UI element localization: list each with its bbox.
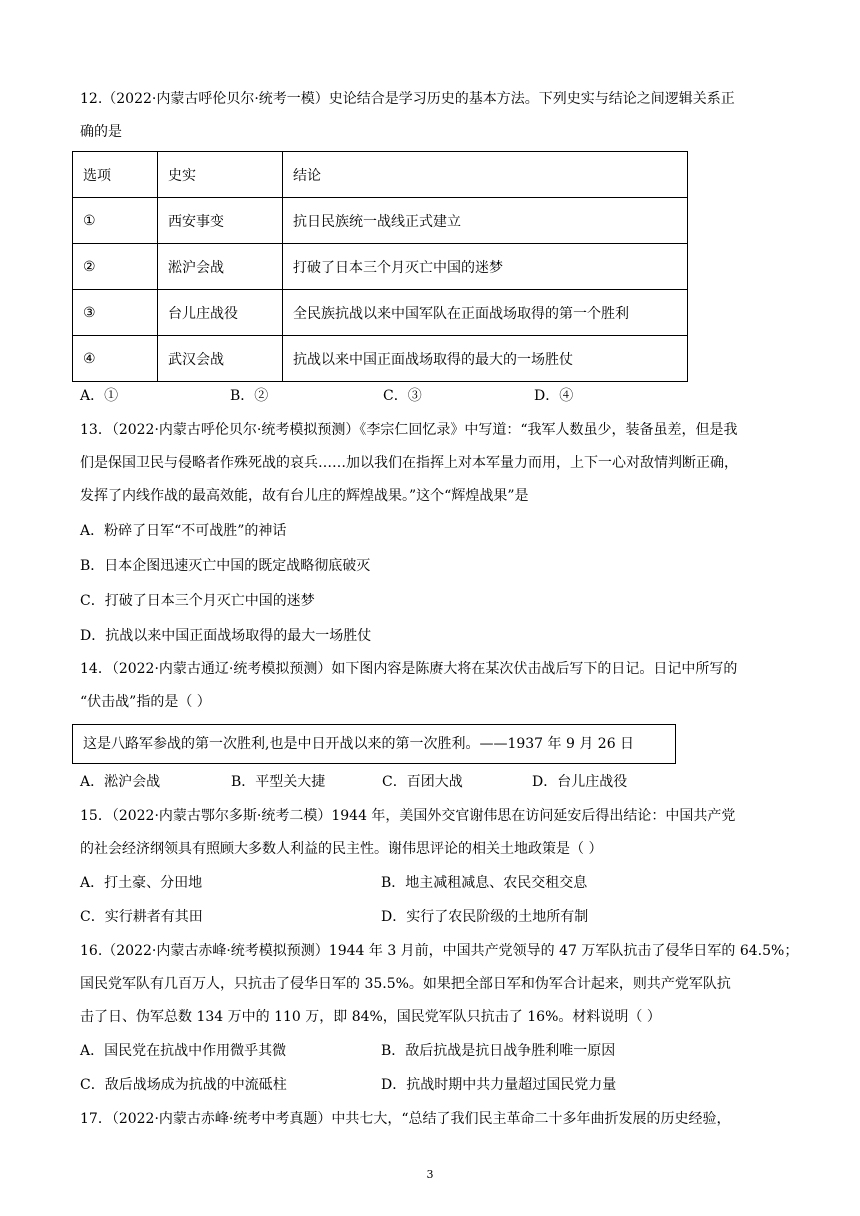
q14-option-a[interactable]: A．淞沪会战 — [80, 774, 161, 790]
q14-option-c[interactable]: C．百团大战 — [382, 774, 463, 790]
table-cell: ② — [73, 244, 158, 290]
q16-stem-line3: 击了日、伪军总数 134 万中的 110 万，即 84%，国民党军队只抗击了 16%。材料说明（ ） — [80, 1009, 661, 1025]
q13-stem-line1: 13．（2022·内蒙古呼伦贝尔·统考模拟预测）《李宗仁回忆录》中写道：“我军人数虽少，装备虽差，但是我 — [80, 422, 738, 438]
q16-option-a[interactable]: A．国民党在抗战中作用微乎其微 — [80, 1043, 287, 1059]
q15-option-a[interactable]: A．打土豪、分田地 — [80, 875, 203, 891]
q14-option-b[interactable]: B．平型关大捷 — [231, 774, 326, 790]
table-cell: 西安事变 — [158, 198, 283, 244]
q15-option-b[interactable]: B．地主减租减息、农民交租交息 — [381, 875, 588, 891]
table-cell: 武汉会战 — [158, 336, 283, 382]
table-cell: 抗战以来中国正面战场取得的最大的一场胜仗 — [283, 336, 688, 382]
q14-quote-box: 这是八路军参战的第一次胜利,也是中日开战以来的第一次胜利。——1937 年 9 月 26 日 — [72, 724, 676, 764]
q12-option-a[interactable]: A．① — [80, 388, 119, 404]
table-header-cell: 结论 — [283, 152, 688, 198]
q12-option-c[interactable]: C．③ — [383, 388, 422, 404]
q13-stem-line2: 们是保国卫民与侵略者作殊死战的哀兵……加以我们在指挥上对本军量力而用，上下一心对敌情判断正确， — [80, 455, 738, 471]
q16-option-b[interactable]: B．敌后抗战是抗日战争胜利唯一原因 — [381, 1043, 616, 1059]
table-header-cell: 史实 — [158, 152, 283, 198]
table-cell: ① — [73, 198, 158, 244]
q15-option-d[interactable]: D．实行了农民阶级的土地所有制 — [381, 909, 589, 925]
table-row — [73, 336, 688, 382]
q16-stem-line2: 国民党军队有几百万人，只抗击了侵华日军的 35.5%。如果把全部日军和伪军合计起来，则共产党军队抗 — [80, 976, 731, 992]
q13-option-a[interactable]: A．粉碎了日军“不可战胜”的神话 — [80, 523, 287, 539]
q13-option-d[interactable]: D．抗战以来中国正面战场取得的最大一场胜仗 — [80, 628, 372, 644]
q15-option-c[interactable]: C．实行耕者有其田 — [80, 909, 203, 925]
q13-option-b[interactable]: B．日本企图迅速灭亡中国的既定战略彻底破灭 — [80, 558, 371, 574]
table-row — [73, 198, 688, 244]
q17-stem-line1: 17．（2022·内蒙古赤峰·统考中考真题）中共七大，“总结了我们民主革命二十多年曲折发展的历史经验， — [80, 1111, 731, 1127]
q12-option-d[interactable]: D．④ — [534, 388, 574, 404]
table-header-cell: 选项 — [73, 152, 158, 198]
table-cell: 淞沪会战 — [158, 244, 283, 290]
q15-stem-line1: 15．（2022·内蒙古鄂尔多斯·统考二模）1944 年，美国外交官谢伟思在访问延安后得出结论：中国共产党 — [80, 808, 736, 824]
q16-option-d[interactable]: D．抗战时期中共力量超过国民党力量 — [381, 1077, 617, 1093]
q13-stem-line3: 发挥了内线作战的最高效能，故有台儿庄的辉煌战果。”这个“辉煌战果”是 — [80, 488, 529, 504]
q12-stem-line1: 12.（2022·内蒙古呼伦贝尔·统考一模）史论结合是学习历史的基本方法。下列史实与结论之间逻辑关系正 — [80, 91, 735, 107]
q12-stem-line2: 确的是 — [80, 124, 122, 140]
table-header-row — [73, 152, 688, 198]
q12-table — [72, 151, 688, 382]
table-row — [73, 244, 688, 290]
q14-stem-line1: 14．（2022·内蒙古通辽·统考模拟预测）如下图内容是陈赓大将在某次伏击战后写下的日记。日记中所写的 — [80, 661, 738, 677]
table-cell: 台儿庄战役 — [158, 290, 283, 336]
q15-stem-line2: 的社会经济纲领具有照顾大多数人利益的民主性。谢伟思评论的相关土地政策是（ ） — [80, 841, 603, 857]
table-cell: 打破了日本三个月灭亡中国的迷梦 — [283, 244, 688, 290]
table-row — [73, 290, 688, 336]
q14-stem-line2: “伏击战”指的是（ ） — [80, 694, 211, 710]
q16-option-c[interactable]: C．敌后战场成为抗战的中流砥柱 — [80, 1077, 287, 1093]
table-cell: 全民族抗战以来中国军队在正面战场取得的第一个胜利 — [283, 290, 688, 336]
table-cell: ④ — [73, 336, 158, 382]
q14-option-d[interactable]: D．台儿庄战役 — [532, 774, 628, 790]
page-number: 3 — [426, 1168, 434, 1181]
q16-stem-line1: 16.（2022·内蒙古赤峰·统考模拟预测）1944 年 3 月前，中国共产党领导的 47 万军队抗击了侵华日军的 64.5%； — [80, 943, 799, 959]
q12-option-b[interactable]: B．② — [230, 388, 269, 404]
table-cell: ③ — [73, 290, 158, 336]
q13-option-c[interactable]: C．打破了日本三个月灭亡中国的迷梦 — [80, 593, 315, 609]
table-cell: 抗日民族统一战线正式建立 — [283, 198, 688, 244]
